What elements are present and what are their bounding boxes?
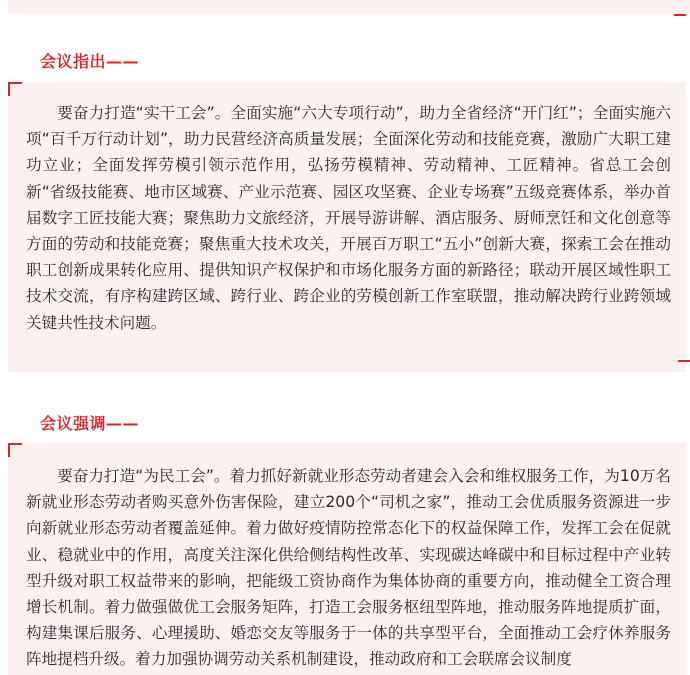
corner-decoration (678, 360, 690, 362)
section-heading-2: 会议强调—— (40, 414, 140, 433)
section-panel-1 (8, 82, 686, 372)
corner-decoration (674, 14, 686, 16)
corner-decoration (8, 443, 22, 457)
section-paragraph-1: 要奋力打造“实干工会”。全面实施“六大专项行动”，助力全省经济“开门红”；全面实施六项“百千万行动计划”，助力民营经济高质量发展；全面深化劳动和技能竞赛，激励广大职工建功立业；全面发挥劳模引领示范作用，弘扬劳模精神、劳动精神、工匠精神。省总工会创新“省级技能赛、地市区域赛、产业示范赛、园区攻坚赛、企业专场赛”五级竞赛体系，举办首届数字工匠技能大赛；聚焦助力文旅经济，开展导游讲解、酒店服务、厨师烹饪和文化创意等方面的劳动和技能竞赛；聚焦重大技术攻关，开展百万职工“五小”创新大赛，探索工会在推动职工创新成果转化应用、提供知识产权保护和市场化服务方面的新路径；联动开展区域性职工技术交流，有序构建跨区域、跨行业、跨企业的劳模创新工作室联盟，推动解决跨行业跨领域关键共性技术问题。 (26, 104, 671, 332)
section-paragraph-2: 要奋力打造“为民工会”。着力抓好新就业形态劳动者建会入会和维权服务工作，为10万名新就业形态劳动者购买意外伤害保险，建立200个“司机之家”，推动工会优质服务资源进一步向新就业形态劳动者覆盖延伸。着力做好疫情防控常态化下的权益保障工作，发挥工会在促就业、稳就业中的作用，高度关注深化供给侧结构性改革、实现碳达峰碳中和目标过程中产业转型升级对职工权益带来的影响，把能级工资协商作为集体协商的重要方向，推动健全工资合理增长机制。着力做强做优工会服务矩阵，打造工会服务枢纽型阵地，推动服务阵地提质扩面，构建集课后服务、心理援助、婚恋交友等服务于一体的共享型平台，全面推动工会疗休养服务阵地提档升级。着力加强协调劳动关系机制建设，推动政府和工会联席会议制度 (26, 467, 671, 669)
previous-section-remnant (8, 0, 690, 14)
corner-decoration (8, 82, 22, 96)
section-heading-1: 会议指出—— (40, 52, 140, 71)
section-panel-2 (8, 443, 686, 675)
